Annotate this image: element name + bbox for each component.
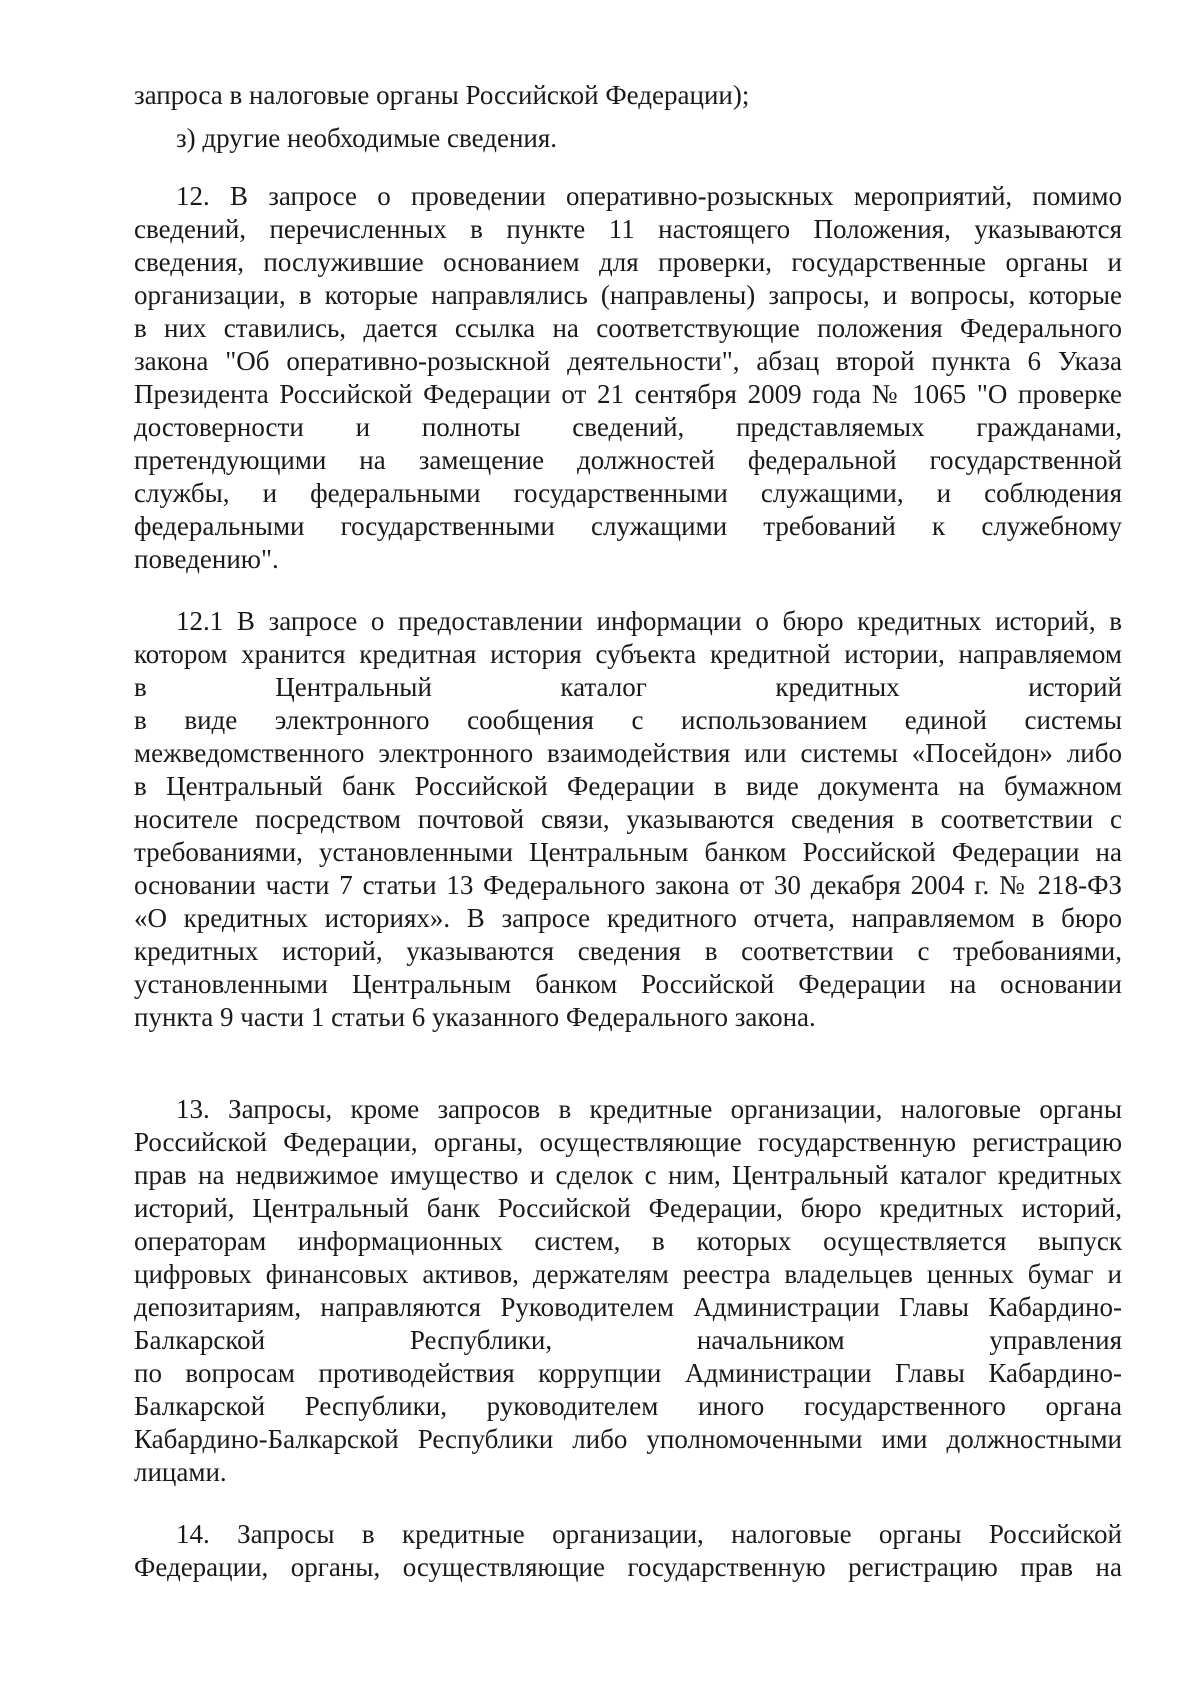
text-line: в Центральный банк Российской Федерации в виде документа на бумажном xyxy=(134,771,1122,801)
text-line: 12. В запросе о проведении оперативно-розыскных мероприятий, помимо xyxy=(176,181,1122,211)
text-line: Кабардино-Балкарской Республики либо уполномоченными ими должностными xyxy=(134,1424,1122,1454)
text-line: запроса в налоговые органы Российской Федерации); xyxy=(134,80,750,110)
text-line: в них ставились, дается ссылка на соответствующие положения Федерального xyxy=(134,313,1122,343)
text-line: з) другие необходимые сведения. xyxy=(176,123,558,153)
text-line: кредитных историй, указываются сведения в соответствии с требованиями, xyxy=(134,936,1122,966)
text-line: Балкарской Республики, руководителем иного государственного органа xyxy=(134,1391,1122,1421)
text-line: организации, в которые направлялись (направлены) запросы, и вопросы, которые xyxy=(134,280,1122,310)
text-line: сведения, послужившие основанием для проверки, государственные органы и xyxy=(134,247,1122,277)
text-line: цифровых финансовых активов, держателям реестра владельцев ценных бумаг и xyxy=(134,1259,1122,1289)
text-line: «О кредитных историях». В запросе кредитного отчета, направляемом в бюро xyxy=(134,903,1122,933)
text-line: операторам информационных систем, в которых осуществляется выпуск xyxy=(134,1226,1122,1256)
text-line: 14. Запросы в кредитные организации, налоговые органы Российской xyxy=(176,1519,1122,1549)
text-line: 12.1 В запросе о предоставлении информации о бюро кредитных историй, в xyxy=(176,606,1122,636)
text-line: сведений, перечисленных в пункте 11 настоящего Положения, указываются xyxy=(134,214,1122,244)
text-line: службы, и федеральными государственными служащими, и соблюдения xyxy=(134,478,1122,508)
text-line: носителе посредством почтовой связи, указываются сведения в соответствии с xyxy=(134,804,1122,834)
text-line: Президента Российской Федерации от 21 сентября 2009 года № 1065 "О проверке xyxy=(134,379,1122,409)
text-line: по вопросам противодействия коррупции Администрации Главы Кабардино- xyxy=(134,1358,1122,1388)
text-line: котором хранится кредитная история субъекта кредитной истории, направляемом xyxy=(134,639,1122,669)
text-line: основании части 7 статьи 13 Федерального закона от 30 декабря 2004 г. № 218-ФЗ xyxy=(134,870,1122,900)
text-line: пункта 9 части 1 статьи 6 указанного Федерального закона. xyxy=(134,1002,816,1032)
text-line: достоверности и полноты сведений, представляемых гражданами, xyxy=(134,412,1122,442)
text-line: историй, Центральный банк Российской Федерации, бюро кредитных историй, xyxy=(134,1193,1122,1223)
text-line: установленными Центральным банком Российской Федерации на основании xyxy=(134,969,1122,999)
text-line: в виде электронного сообщения с использованием единой системы xyxy=(134,705,1122,735)
text-line: Балкарской Республики, начальником управления xyxy=(134,1325,1122,1355)
text-line: закона "Об оперативно-розыскной деятельности", абзац второй пункта 6 Указа xyxy=(134,346,1122,376)
text-line: Федерации, органы, осуществляющие государственную регистрацию прав на xyxy=(134,1552,1122,1582)
text-line: Российской Федерации, органы, осуществляющие государственную регистрацию xyxy=(134,1127,1122,1157)
text-line: межведомственного электронного взаимодействия или системы «Посейдон» либо xyxy=(134,738,1122,768)
text-line: 13. Запросы, кроме запросов в кредитные организации, налоговые органы xyxy=(176,1094,1122,1124)
text-line: в Центральный каталог кредитных историй xyxy=(134,672,1122,702)
text-line: федеральными государственными служащими требований к служебному xyxy=(134,511,1122,541)
text-line: лицами. xyxy=(134,1457,227,1487)
text-line: прав на недвижимое имущество и сделок с ним, Центральный каталог кредитных xyxy=(134,1160,1122,1190)
text-line: депозитариям, направляются Руководителем Администрации Главы Кабардино- xyxy=(134,1292,1122,1322)
text-line: требованиями, установленными Центральным банком Российской Федерации на xyxy=(134,837,1122,867)
text-line: поведению". xyxy=(134,544,279,574)
text-line: претендующими на замещение должностей федеральной государственной xyxy=(134,445,1122,475)
